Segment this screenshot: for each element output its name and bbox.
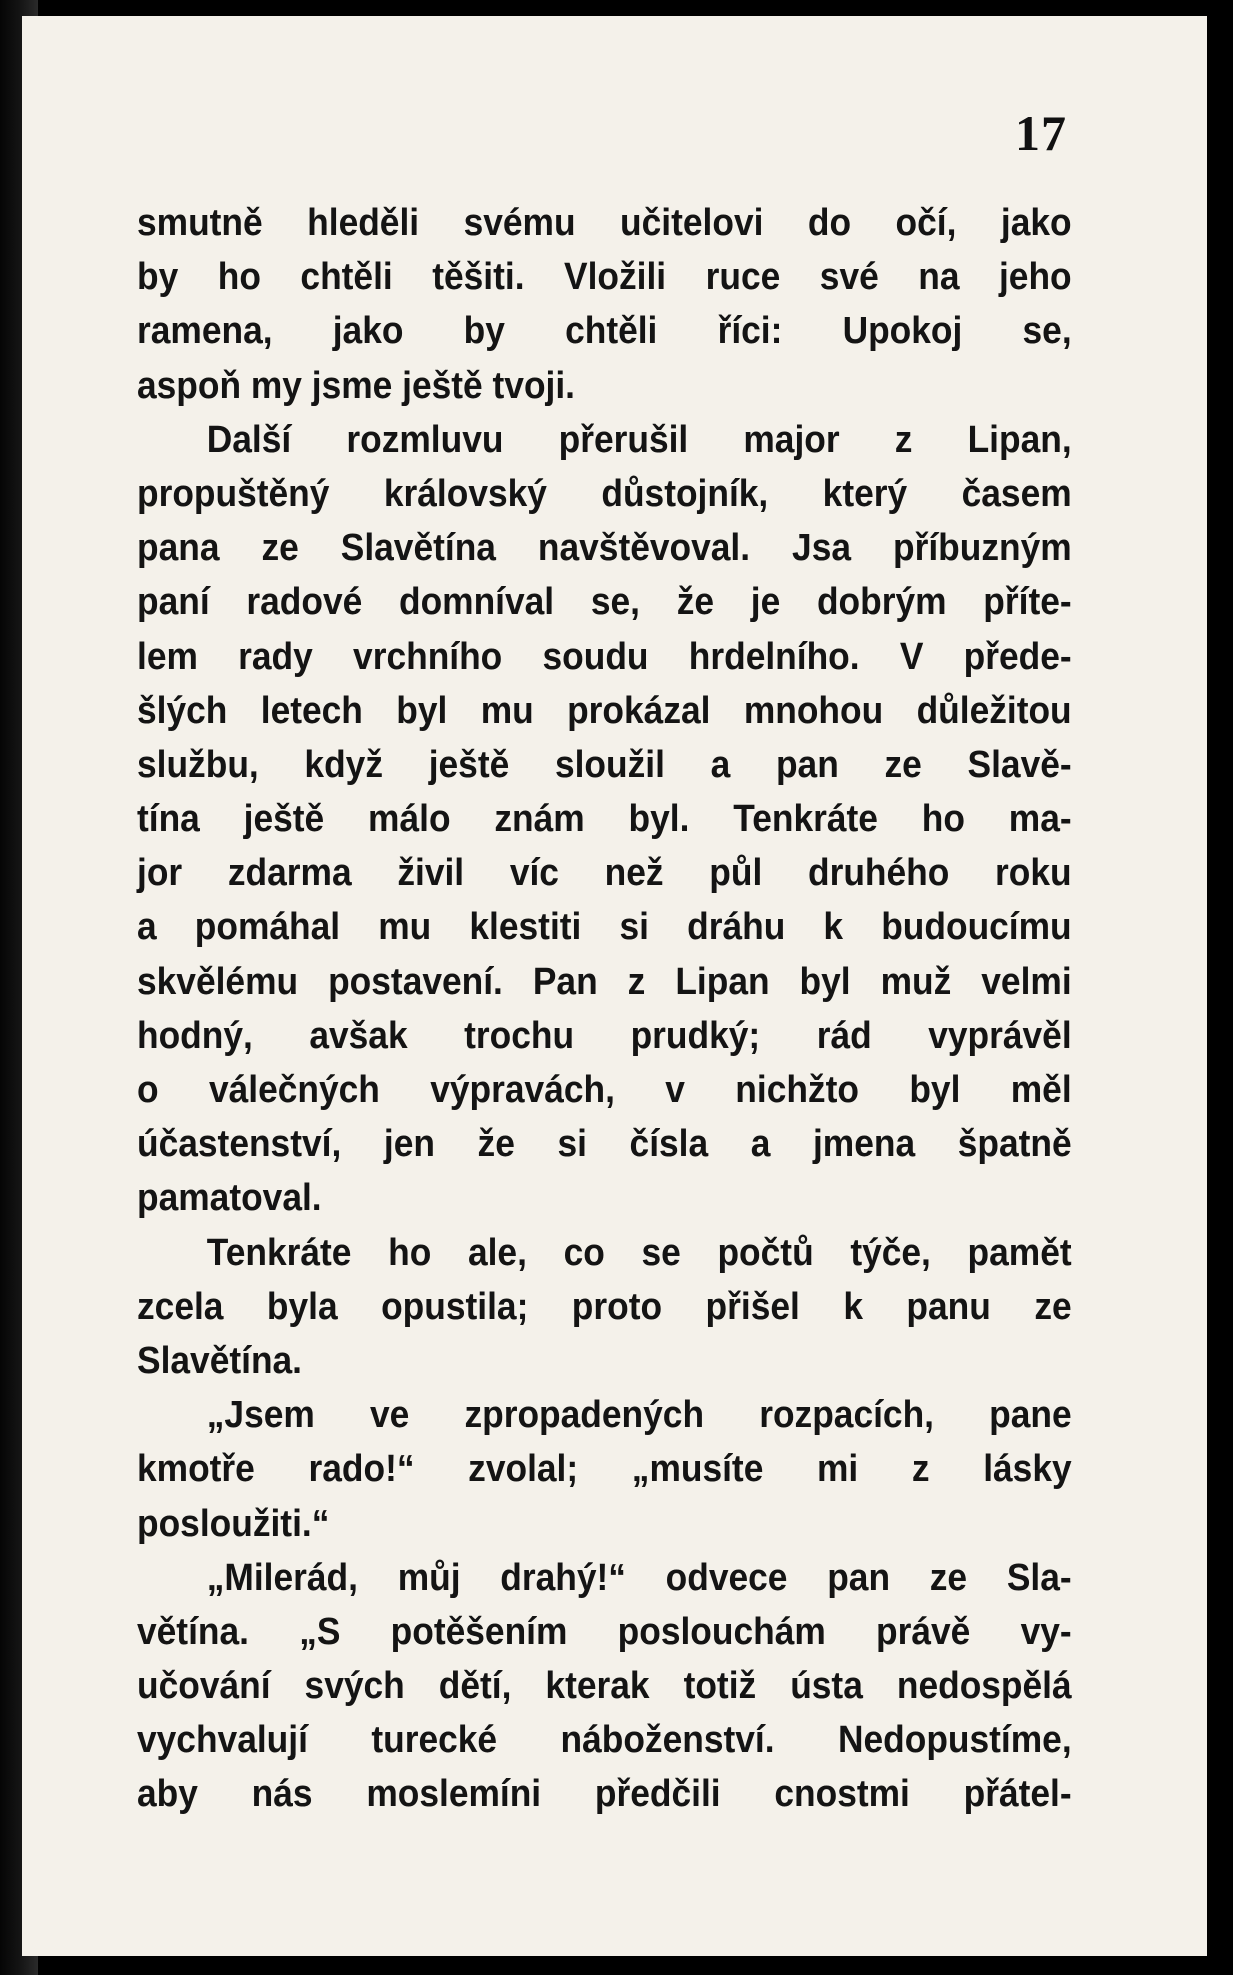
book-page	[22, 16, 1207, 1956]
paragraph	[137, 1388, 1072, 1551]
text-line: aby nás moslemíni předčili cnostmi přátel-	[137, 1773, 1072, 1816]
text-line: jor zdarma živil víc než půl druhého roku	[137, 852, 1072, 895]
text-line: a pomáhal mu klestiti si dráhu k budoucímu	[137, 906, 1072, 949]
text-line: skvělému postavení. Pan z Lipan byl muž velmi	[137, 960, 1072, 1003]
text-line: paní radové domníval se, že je dobrým přítе-	[137, 581, 1072, 624]
text-line: učování svých dětí, kterak totiž ústa nedospělá	[137, 1665, 1072, 1708]
text-line: tína ještě málo znám byl. Tenkráte ho ma-	[137, 798, 1072, 841]
text-line: lem rady vrchního soudu hrdelního. V přede-	[137, 635, 1072, 678]
text-line: vychvalují turecké náboženství. Nedopustíme,	[137, 1719, 1072, 1762]
text-line: větína. „S potěšením poslouchám právě vy-	[137, 1610, 1072, 1653]
text-line: aspoň my jsme ještě tvoji.	[137, 364, 576, 407]
text-line: propuštěný královský důstojník, který časem	[137, 472, 1072, 515]
text-line: o válečných výpravách, v nichžto byl měl	[137, 1069, 1072, 1111]
body-text	[137, 196, 1072, 1822]
text-line: službu, když ještě sloužil a pan ze Slavě-	[137, 743, 1072, 786]
text-line: smutně hleděli svému učitelovi do očí, jako	[137, 202, 1072, 244]
text-line: Slavětína.	[137, 1339, 303, 1382]
page-number: 17	[1015, 105, 1067, 161]
text-line: šlých letech byl mu prokázal mnohou důležitou	[137, 689, 1072, 732]
text-line: „Milerád, můj drahý!“ odvece pan ze Sla-	[206, 1556, 1072, 1599]
text-line: by ho chtěli těšiti. Vložili ruce své na jeho	[137, 256, 1072, 299]
paragraph	[137, 413, 1072, 1226]
text-line: „Jsem ve zpropadených rozpacích, pane	[206, 1394, 1072, 1437]
paragraph	[137, 1226, 1072, 1389]
text-line: pamatoval.	[137, 1177, 322, 1220]
text-line: účastenství, jen že si čísla a jmena špatně	[137, 1123, 1072, 1166]
text-line: posloužiti.“	[137, 1502, 330, 1545]
text-line: ramena, jako by chtěli říci: Upokoj se,	[137, 310, 1072, 353]
text-line: hodný, avšak trochu prudký; rád vyprávěl	[137, 1014, 1072, 1057]
text-line: pana ze Slavětína navštěvoval. Jsa příbuzným	[137, 527, 1072, 570]
paragraph	[137, 1551, 1072, 1822]
text-line: Další rozmluvu přerušil major z Lipan,	[206, 418, 1072, 461]
text-line: Tenkráte ho ale, co se počtů týče, pamět	[206, 1231, 1072, 1274]
text-line: zcela byla opustila; proto přišel k panu ze	[137, 1285, 1072, 1328]
text-line: kmotře rado!“ zvolal; „musíte mi z lásky	[137, 1448, 1072, 1491]
paragraph	[137, 196, 1072, 413]
